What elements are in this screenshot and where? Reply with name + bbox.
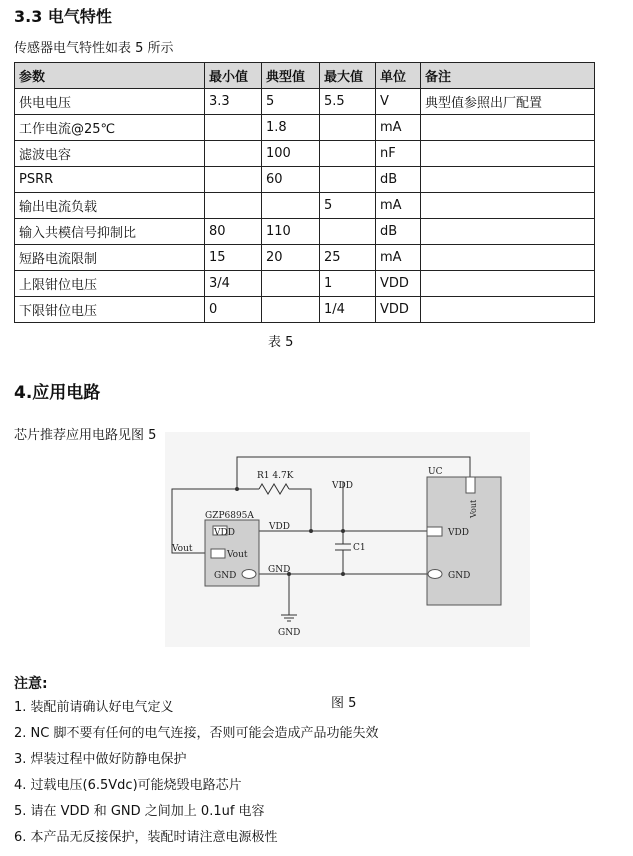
uc-gnd-pad: [428, 570, 442, 579]
header-max: 最大值: [320, 63, 376, 89]
cell: 下限钳位电压: [15, 297, 205, 323]
cell: 60: [262, 167, 320, 193]
cell: [205, 193, 262, 219]
table-row: [15, 141, 595, 167]
cell: VDD: [376, 297, 421, 323]
section-heading-4: 4.应用电路: [14, 383, 101, 403]
table-header-row: [15, 63, 595, 89]
list-item: 2. NC 脚不要有任何的电气连接，否则可能会造成产品功能失效: [14, 726, 379, 741]
junction-dot: [341, 529, 345, 533]
cell: 0: [205, 297, 262, 323]
uc-vout-pad: [466, 477, 475, 493]
cell: [421, 271, 595, 297]
header-unit: 单位: [376, 63, 421, 89]
label-net-vout: Vout: [172, 544, 193, 554]
cell: 输出电流负载: [15, 193, 205, 219]
cell: [421, 141, 595, 167]
label-resistor: R1 4.7K: [257, 471, 294, 481]
cell: 80: [205, 219, 262, 245]
cell: 5: [262, 89, 320, 115]
table-row: [15, 271, 595, 297]
cell: [421, 167, 595, 193]
circuit-svg: [165, 432, 530, 647]
cell: 典型值参照出厂配置: [421, 89, 595, 115]
section-intro-4: 芯片推荐应用电路见图 5: [14, 428, 157, 443]
table-row: [15, 297, 595, 323]
label-uc-gnd: GND: [448, 571, 471, 581]
cell: [320, 115, 376, 141]
cell: 15: [205, 245, 262, 271]
label-net-gnd: GND: [268, 565, 291, 575]
application-circuit-diagram: [165, 432, 530, 647]
cell: 1.8: [262, 115, 320, 141]
uc-vdd-pad: [427, 527, 442, 536]
label-chip-gnd: GND: [214, 571, 237, 581]
cell: mA: [376, 245, 421, 271]
label-uc-name: UC: [428, 467, 443, 477]
cell: [320, 167, 376, 193]
header-typ: 典型值: [262, 63, 320, 89]
figure-caption: 图 5: [331, 696, 357, 711]
cell: PSRR: [15, 167, 205, 193]
chip-gnd-pad: [242, 570, 256, 579]
label-net-vdd: VDD: [269, 522, 290, 532]
electrical-spec-table: [14, 62, 595, 323]
cell: 5.5: [320, 89, 376, 115]
cell: [421, 219, 595, 245]
junction-dot: [235, 487, 239, 491]
table-caption: 表 5: [268, 335, 294, 350]
table-row: [15, 193, 595, 219]
cell: [421, 115, 595, 141]
table-row: [15, 89, 595, 115]
label-cap: C1: [353, 543, 366, 553]
wire-r1-right: [289, 489, 311, 531]
cell: 供电电压: [15, 89, 205, 115]
uc-body: [427, 477, 501, 605]
notes-title: 注意:: [14, 676, 48, 692]
cell: dB: [376, 219, 421, 245]
list-item: 6. 本产品无反接保护，装配时请注意电源极性: [14, 830, 278, 845]
cell: [205, 141, 262, 167]
section-intro-3-3: 传感器电气特性如表 5 所示: [14, 41, 174, 56]
list-item: 3. 焊装过程中做好防静电保护: [14, 752, 187, 767]
list-item: 5. 请在 VDD 和 GND 之间加上 0.1uf 电容: [14, 804, 265, 819]
resistor-r1: [259, 484, 289, 494]
label-chip-vdd: VDD: [214, 528, 235, 538]
table-row: [15, 219, 595, 245]
cell: [421, 245, 595, 271]
cell: [421, 297, 595, 323]
header-min: 最小值: [205, 63, 262, 89]
header-param: 参数: [15, 63, 205, 89]
label-chip-name: GZP6895A: [205, 511, 254, 521]
cell: VDD: [376, 271, 421, 297]
cell: V: [376, 89, 421, 115]
cell: 短路电流限制: [15, 245, 205, 271]
cell: 100: [262, 141, 320, 167]
cell: 输入共模信号抑制比: [15, 219, 205, 245]
header-note: 备注: [421, 63, 595, 89]
cell: 上限钳位电压: [15, 271, 205, 297]
label-chip-vout: Vout: [227, 550, 248, 560]
junction-dot: [341, 572, 345, 576]
section-heading-3-3: 3.3 电气特性: [14, 7, 112, 26]
cell: [262, 193, 320, 219]
cell: 工作电流@25℃: [15, 115, 205, 141]
cell: [320, 219, 376, 245]
label-uc-vdd: VDD: [448, 528, 469, 538]
cell: [421, 193, 595, 219]
cell: [205, 115, 262, 141]
cell: [262, 271, 320, 297]
cell: [320, 141, 376, 167]
cell: 3/4: [205, 271, 262, 297]
cell: 25: [320, 245, 376, 271]
label-ground: GND: [278, 628, 301, 638]
cell: 1: [320, 271, 376, 297]
cell: 20: [262, 245, 320, 271]
table-row: [15, 167, 595, 193]
cell: 3.3: [205, 89, 262, 115]
table-row: [15, 115, 595, 141]
cell: 5: [320, 193, 376, 219]
cell: mA: [376, 193, 421, 219]
list-item: 1. 装配前请确认好电气定义: [14, 700, 174, 715]
label-uc-vout: Vout: [469, 499, 478, 518]
notes-list: [14, 700, 378, 856]
cell: mA: [376, 115, 421, 141]
cell: nF: [376, 141, 421, 167]
table-row: [15, 245, 595, 271]
cell: [205, 167, 262, 193]
list-item: 4. 过载电压(6.5Vdc)可能烧毁电路芯片: [14, 778, 242, 793]
label-supply-vdd: VDD: [332, 481, 353, 491]
cell: 1/4: [320, 297, 376, 323]
cell: 110: [262, 219, 320, 245]
junction-dot: [309, 529, 313, 533]
cell: dB: [376, 167, 421, 193]
cell: [262, 297, 320, 323]
chip-vout-pad: [211, 549, 225, 558]
cell: 滤波电容: [15, 141, 205, 167]
